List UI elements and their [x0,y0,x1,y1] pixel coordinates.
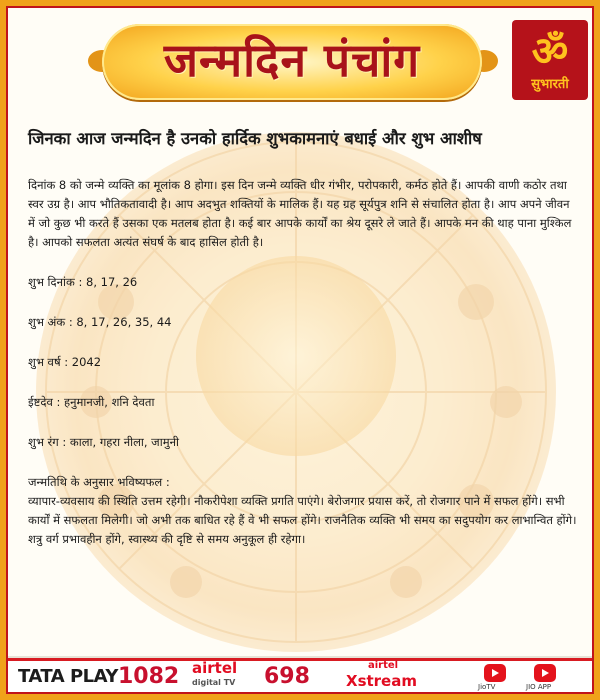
lucky-numbers: शुभ अंक : 8, 17, 26, 35, 44 [28,315,172,329]
lucky-year: शुभ वर्ष : 2042 [28,355,102,369]
intro-paragraph: दिनांक 8 को जन्मे व्यक्ति का मूलांक 8 होगा। इस दिन जन्मे व्यक्ति धीर गंभीर, परोपकारी, कर्मठ होते हैं। आपकी वाणी कठोर तथा स्वर उग्र है। आप भौतिकतावादी है। आप अदभुत शक्तियों के मालिक हैं। यह ग्रह सूर्यपुत्र शनि से संचालित होता है। आप अपने जीवन में जो कुछ भी करते हैं उसका एक मतलब होता है। कई बार आपके कार्यों का श्रेय दूसरे ले जाते हैं। आपके मन की थाह पाना मुश्किल है। आपको सफलता अत्यंत संघर्ष के बाद हासिल होती है। [28,178,572,249]
lucky-colors: शुभ रंग : काला, गहरा नीला, जामुनी [28,435,179,449]
airtel-xstream-logo: Xstream [346,672,417,690]
channel-ad-bar [6,656,594,696]
header [6,6,594,114]
ad-bar-accent [6,658,594,661]
logo-text: सुभारती [531,77,569,92]
subharti-logo [512,20,588,100]
xstream-airtel-label: airtel [368,660,399,671]
airtel-logo: airtel [192,659,238,677]
horoscope-content [28,176,578,549]
tata-play-channel: 1082 [118,664,180,689]
jio-app-play-icon [534,664,556,682]
jiotv-play-icon [484,664,506,682]
jiotv-label: JioTV [478,683,496,691]
airtel-digital-tv-label: digital TV [192,678,236,687]
lucky-dates: शुभ दिनांक : 8, 17, 26 [28,275,138,289]
forecast-heading: जन्मतिथि के अनुसार भविष्यफल : [28,475,170,489]
jio-app-label: JIO APP [526,683,552,691]
page-title: जन्मदिन पंचांग [163,33,421,87]
airtel-channel: 698 [264,664,310,689]
greeting-subtitle: जिनका आज जन्मदिन है उनको हार्दिक शुभकामनाएं बधाई और शुभ आशीष [28,129,482,148]
logo-glyph: ॐ [531,29,569,75]
deity: ईष्टदेव : हनुमानजी, शनि देवता [28,395,155,409]
tata-play-logo: TATA PLAY [18,666,118,687]
forecast-paragraph: व्यापार-व्यवसाय की स्थिति उत्तम रहेगी। नौकरीपेशा व्यक्ति प्रगति पाएंगे। बेरोजगार प्रयास करें, तो रोजगार पाने में सफल होंगे। सभी कार्यों में सफलता मिलेगी। जो अभी तक बाधित रहे हैं वे भी सफल होंगे। राजनैतिक व्यक्ति भी समय का सदुपयोग कर लाभान्वित होंगे। शत्रु वर्ग प्रभावहीन होंगे, स्वास्थ्य की दृष्टि से समय अनुकूल ही रहेगा। [28,494,577,546]
